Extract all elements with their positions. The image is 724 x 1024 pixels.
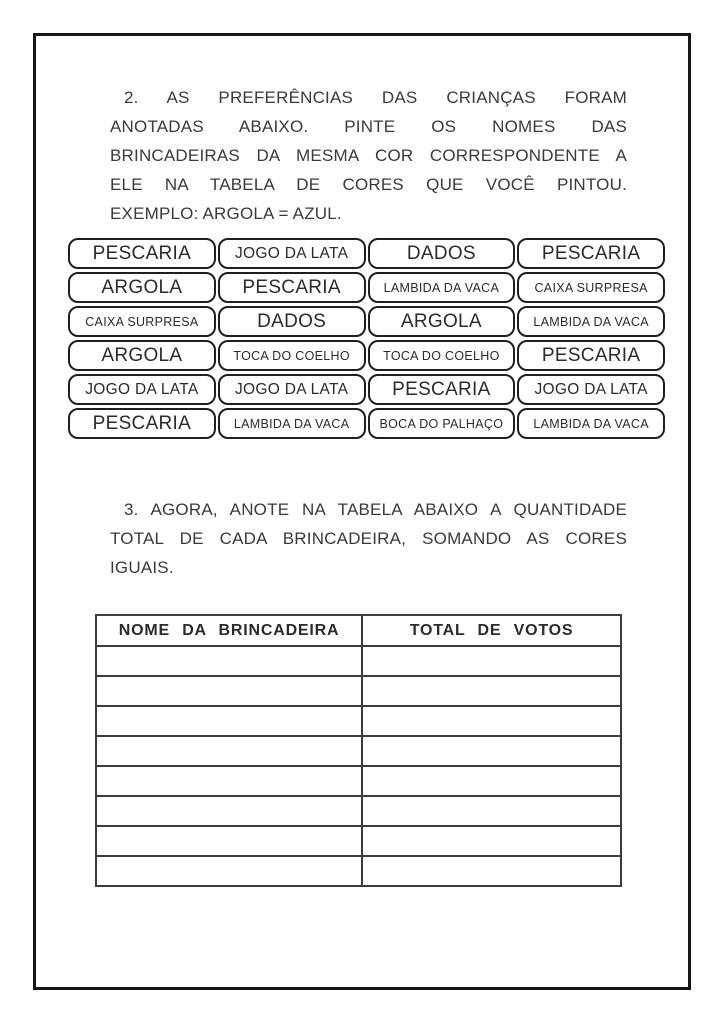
- game-name-box[interactable]: [517, 340, 665, 371]
- game-name-label: JOGO DA LATA: [234, 244, 349, 262]
- game-name-label: BOCA DO PALHAÇO: [379, 416, 504, 431]
- game-name-box[interactable]: [368, 306, 516, 337]
- game-name-label: TOCA DO COELHO: [383, 348, 500, 363]
- game-name-label: LAMBIDA DA VACA: [233, 416, 350, 431]
- game-name-box[interactable]: [368, 408, 516, 439]
- instruction-2-line: ANOTADAS ABAIXO. PINTE OS NOMES DAS: [110, 117, 627, 136]
- game-name-box[interactable]: [517, 272, 665, 303]
- game-name-label: LAMBIDA DA VACA: [533, 314, 649, 329]
- game-name-label: PESCARIA: [242, 276, 341, 298]
- instruction-2-line: 2. AS PREFERÊNCIAS DAS CRIANÇAS FORAM: [124, 88, 627, 107]
- votes-table-row: [96, 706, 621, 736]
- votes-table-row: [96, 826, 621, 856]
- votes-table-row: [96, 796, 621, 826]
- votes-table-row: [96, 736, 621, 766]
- game-name-box[interactable]: [517, 238, 665, 269]
- votes-table: [95, 614, 622, 887]
- game-name-box[interactable]: [68, 238, 216, 269]
- game-name-label: PESCARIA: [541, 242, 641, 264]
- page-border-frame: [33, 33, 691, 990]
- game-name-label: CAIXA SURPRESA: [85, 314, 199, 329]
- votos-value-cell[interactable]: [362, 856, 621, 886]
- votes-table-body: [96, 646, 621, 886]
- game-name-label: PESCARIA: [392, 378, 491, 400]
- game-name-box[interactable]: [68, 272, 216, 303]
- game-name-box[interactable]: [218, 306, 366, 337]
- game-name-label: JOGO DA LATA: [85, 380, 199, 398]
- game-name-label: ARGOLA: [400, 310, 482, 332]
- game-name-label: PESCARIA: [92, 412, 192, 434]
- game-name-box[interactable]: [517, 408, 665, 439]
- game-name-box[interactable]: [368, 272, 516, 303]
- brincadeira-name-cell[interactable]: [96, 796, 362, 826]
- instruction-3-paragraph: [110, 495, 627, 582]
- game-name-box[interactable]: [218, 272, 366, 303]
- brincadeira-name-cell[interactable]: [96, 676, 362, 706]
- game-name-box[interactable]: [218, 340, 366, 371]
- game-name-label: ARGOLA: [101, 276, 183, 298]
- game-name-label: LAMBIDA DA VACA: [533, 416, 649, 431]
- game-name-box[interactable]: [68, 340, 216, 371]
- votos-value-cell[interactable]: [362, 766, 621, 796]
- game-name-label: DADOS: [257, 310, 327, 332]
- brincadeira-name-cell[interactable]: [96, 646, 362, 676]
- brincadeira-name-cell[interactable]: [96, 826, 362, 856]
- instruction-2-paragraph: [110, 83, 627, 228]
- votos-value-cell[interactable]: [362, 706, 621, 736]
- game-name-box[interactable]: [368, 374, 516, 405]
- votos-value-cell[interactable]: [362, 826, 621, 856]
- votes-table-header-row: [96, 615, 621, 646]
- brincadeira-name-cell[interactable]: [96, 766, 362, 796]
- votes-table-header-name: NOME DA BRINCADEIRA: [96, 615, 362, 646]
- game-name-label: JOGO DA LATA: [234, 380, 349, 398]
- game-name-box[interactable]: [517, 306, 665, 337]
- brincadeira-name-cell[interactable]: [96, 706, 362, 736]
- game-name-box[interactable]: [68, 408, 216, 439]
- votos-value-cell[interactable]: [362, 676, 621, 706]
- votos-value-cell[interactable]: [362, 736, 621, 766]
- game-name-label: LAMBIDA DA VACA: [383, 280, 500, 295]
- game-name-box[interactable]: [68, 374, 216, 405]
- instruction-3-line: TOTAL DE CADA BRINCADEIRA, SOMANDO AS CORES: [110, 529, 627, 548]
- votos-value-cell[interactable]: [362, 796, 621, 826]
- game-name-box[interactable]: [368, 340, 516, 371]
- game-name-label: PESCARIA: [541, 344, 641, 366]
- game-name-box[interactable]: [68, 306, 216, 337]
- votes-table-row: [96, 676, 621, 706]
- votes-table-row: [96, 856, 621, 886]
- game-name-label: JOGO DA LATA: [534, 380, 648, 398]
- game-name-label: CAIXA SURPRESA: [534, 280, 648, 295]
- instruction-3-line: 3. AGORA, ANOTE NA TABELA ABAIXO A QUANTIDADE: [124, 500, 627, 519]
- game-name-box[interactable]: [368, 238, 516, 269]
- games-grid: [68, 238, 665, 439]
- votes-table-row: [96, 646, 621, 676]
- votes-table-row: [96, 766, 621, 796]
- votes-table-header-total: TOTAL DE VOTOS: [362, 615, 621, 646]
- instruction-2-line: EXEMPLO: ARGOLA = AZUL.: [110, 204, 342, 223]
- game-name-box[interactable]: [218, 408, 366, 439]
- instruction-2-line: ELE NA TABELA DE CORES QUE VOCÊ PINTOU.: [110, 175, 627, 194]
- votos-value-cell[interactable]: [362, 646, 621, 676]
- brincadeira-name-cell[interactable]: [96, 736, 362, 766]
- game-name-label: TOCA DO COELHO: [233, 348, 350, 363]
- game-name-box[interactable]: [517, 374, 665, 405]
- game-name-label: ARGOLA: [101, 344, 183, 366]
- game-name-label: DADOS: [406, 242, 476, 264]
- brincadeira-name-cell[interactable]: [96, 856, 362, 886]
- instruction-3-line: IGUAIS.: [110, 558, 174, 577]
- game-name-box[interactable]: [218, 238, 366, 269]
- instruction-2-line: BRINCADEIRAS DA MESMA COR CORRESPONDENTE A: [110, 146, 627, 165]
- game-name-label: PESCARIA: [92, 242, 192, 264]
- game-name-box[interactable]: [218, 374, 366, 405]
